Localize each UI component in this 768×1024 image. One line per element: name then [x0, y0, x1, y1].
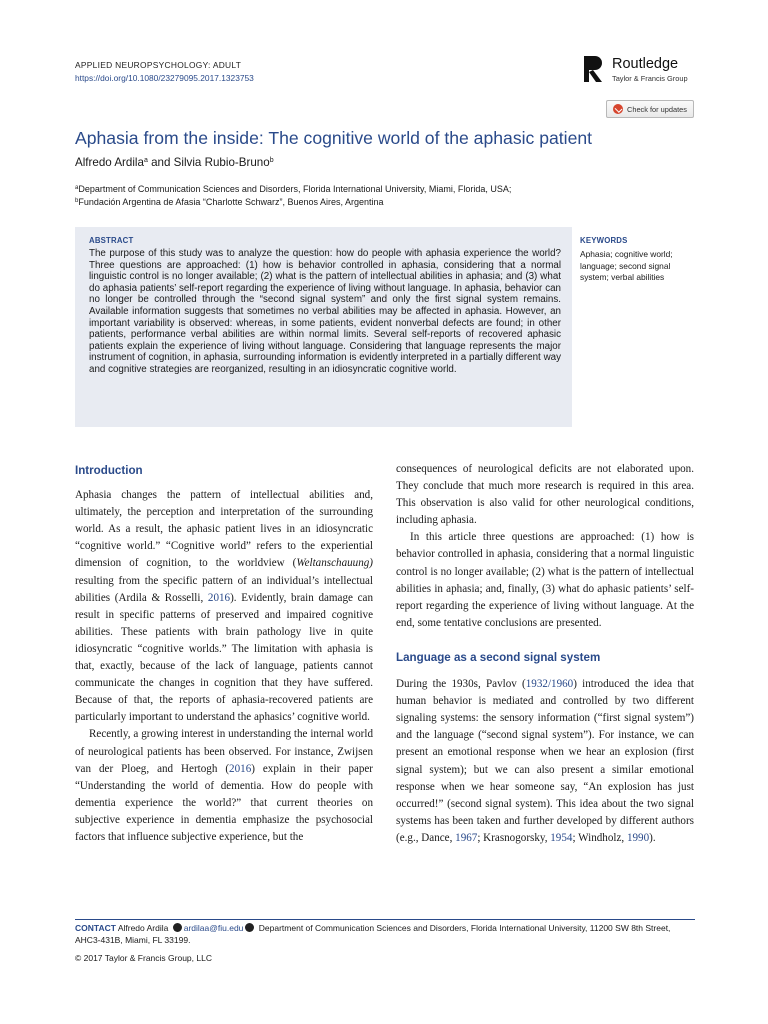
section-heading-second-signal: Language as a second signal system	[396, 650, 601, 664]
author-name: Alfredo Ardila	[75, 156, 144, 169]
contact-name: Alfredo Ardila	[115, 923, 171, 933]
affiliation-marker: b	[75, 198, 79, 204]
affiliation-marker: a	[143, 157, 148, 164]
text-run: ; Krasnogorsky,	[477, 831, 551, 844]
publisher-subtitle: Taylor & Francis Group	[612, 74, 688, 83]
email-link[interactable]: ardilaa@fiu.edu	[183, 923, 244, 933]
paragraph: consequences of neurological deficits are not elaborated upon. They conclude that much more research is required in this area. This observation is also valid for other neurological conditions, including aphasia.	[396, 463, 694, 527]
text-run: ) introduced the idea that human behavior is mediated and controlled by two different signaling systems: the sensory information (“first signal system”) and the language (“second signal system”). For instance, we can present an emotional response when we hear an explosion (first signal system); but we can also present a similar emotional response when we hear someone say, “An explosion has just occurred!” (second signal system). This idea about the two signal systems has been taken and further developed by different authors (e.g., Dance,	[396, 678, 694, 844]
publisher-name: Routledge	[612, 56, 679, 72]
abstract-heading: ABSTRACT	[89, 236, 134, 245]
author-list	[75, 156, 274, 169]
left-column	[75, 462, 373, 846]
check-updates-button[interactable]	[606, 100, 694, 118]
author-conjunction: and	[147, 156, 174, 169]
contact-address: Department of Communication Sciences and Disorders, Florida International University, 11200 SW 8th Street, AHC3-431B, Miami, FL 33199.	[75, 923, 671, 945]
citation-link[interactable]: 2016	[207, 591, 231, 604]
affiliation-marker: b	[269, 157, 274, 164]
citation-link[interactable]: 1967	[455, 831, 478, 844]
text-run: ; Windholz,	[572, 831, 627, 844]
citation-link[interactable]: 1932/1960	[525, 678, 574, 691]
text-run: During the 1930s, Pavlov (	[396, 678, 526, 691]
section-heading-introduction: Introduction	[75, 464, 143, 477]
keywords-heading: KEYWORDS	[580, 236, 628, 245]
text-run: resulting from the specific pattern of an individual’s intellectual abilities (Ardila & Rosselli,	[75, 574, 373, 604]
affiliation-1	[75, 184, 695, 194]
check-icon	[613, 104, 623, 114]
copyright-notice: © 2017 Taylor & Francis Group, LLC	[75, 953, 212, 963]
paragraph	[75, 726, 373, 846]
keywords-text: Aphasia; cognitive world; language; second signal system; verbal abilities	[580, 249, 673, 282]
contact-info	[75, 923, 695, 947]
abstract-text: The purpose of this study was to analyze the question: how do people with aphasia experience the world? Three questions are approached: (1) how is behavior controlled in aphasia, considering that a normal linguistic control is no longer available; (2) what is the pattern of intellectual abilities in aphasia; and (3) what do aphasia patients’ self-report regarding the experience of living without language. In aphasia, behavior can no longer be controlled through the “second signal system” and only the first signal system remains. Available information suggests that sometimes no verbal abilities may be affected in aphasia. However, an important variability is observed: whereas, in some patients, evident nonverbal defects are found; in other patients, performance verbal abilities are within normal limits. Several self-reports of recovered aphasic patients explain the experience of living without language. Considering that language represents the major instrument of cognition, in aphasia, surrounding information is evidently interpreted in a partially different way and cognitive strategies are reorganized, resulting in an idiosyncratic cognitive world.	[89, 248, 561, 375]
paragraph: In this article three questions are approached: (1) how is behavior controlled in aphasia, considering that a normal linguistic control is no longer available; (2) what is the pattern of intellectual abilities in aphasia; and, finally, (3) what do aphasic patients’ self-report regarding the experience of living without language. At the end, some tentative conclusions are presented.	[396, 531, 694, 629]
citation-link[interactable]: 2016	[229, 762, 252, 775]
email-icon	[173, 923, 182, 932]
affiliation-text: Department of Communication Sciences and Disorders, Florida International University, Miami, Florida, USA;	[78, 184, 512, 194]
publisher-logo	[582, 54, 702, 88]
paragraph	[75, 487, 373, 726]
text-run-italic: Weltanschauung)	[296, 557, 373, 570]
paragraph	[396, 676, 694, 847]
footer-divider	[75, 919, 695, 920]
citation-link[interactable]: 1954	[550, 831, 573, 844]
text-run: ). Evidently, brain damage can result in specific patterns of preserved and impaired cognitive abilities. These patients with brain pathology live in quite idiosyncratic “cognitive worlds.” The limitation with aphasia is that, exactly, because of the lack of language, patients cannot communicate the changes in cognition that they have suffered. Because of that, the reports of aphasia-recovered patients are particularly important to understand the aphasics’ cognitive world.	[75, 591, 373, 724]
text-run: Recently, a growing interest in understanding the internal world of neurological patients has been observed. For instance, Zwijsen van der Ploeg, and Hertogh (	[75, 728, 373, 775]
check-updates-label: Check for updates	[627, 104, 687, 114]
text-run: Aphasia changes the pattern of intellectual abilities and, ultimately, the perception and interpretation of the surrounding world. As a result, the aphasic patient lives in an idiosyncratic “cognitive world.” “Cognitive world” refers to the experiential dimension of cognition, to the worldview (	[75, 489, 373, 570]
citation-link[interactable]: 1990	[626, 831, 650, 844]
affiliation-marker: a	[75, 185, 79, 191]
contact-label: CONTACT	[75, 923, 116, 933]
affiliation-2	[75, 197, 695, 207]
text-run: ).	[649, 831, 656, 844]
affiliation-text: Fundación Argentina de Afasia “Charlotte Schwarz”, Buenos Aires, Argentina	[78, 197, 384, 207]
journal-name: APPLIED NEUROPSYCHOLOGY: ADULT	[75, 60, 242, 70]
author-name: Silvia Rubio-Bruno	[173, 156, 270, 169]
doi-link[interactable]: https://doi.org/10.1080/23279095.2017.1323753	[75, 73, 254, 83]
right-column	[396, 461, 694, 847]
text-run: ) explain in their paper “Understanding the world of dementia. How do people with dementia experience the world?” that current theories on subjective experience in dementia emphasize the psychosocial factors that influence subjective experience, but the	[75, 762, 373, 843]
address-icon	[245, 923, 254, 932]
routledge-logo-icon	[582, 54, 606, 84]
abstract-box	[75, 227, 572, 427]
article-title: Aphasia from the inside: The cognitive world of the aphasic patient	[75, 128, 593, 148]
